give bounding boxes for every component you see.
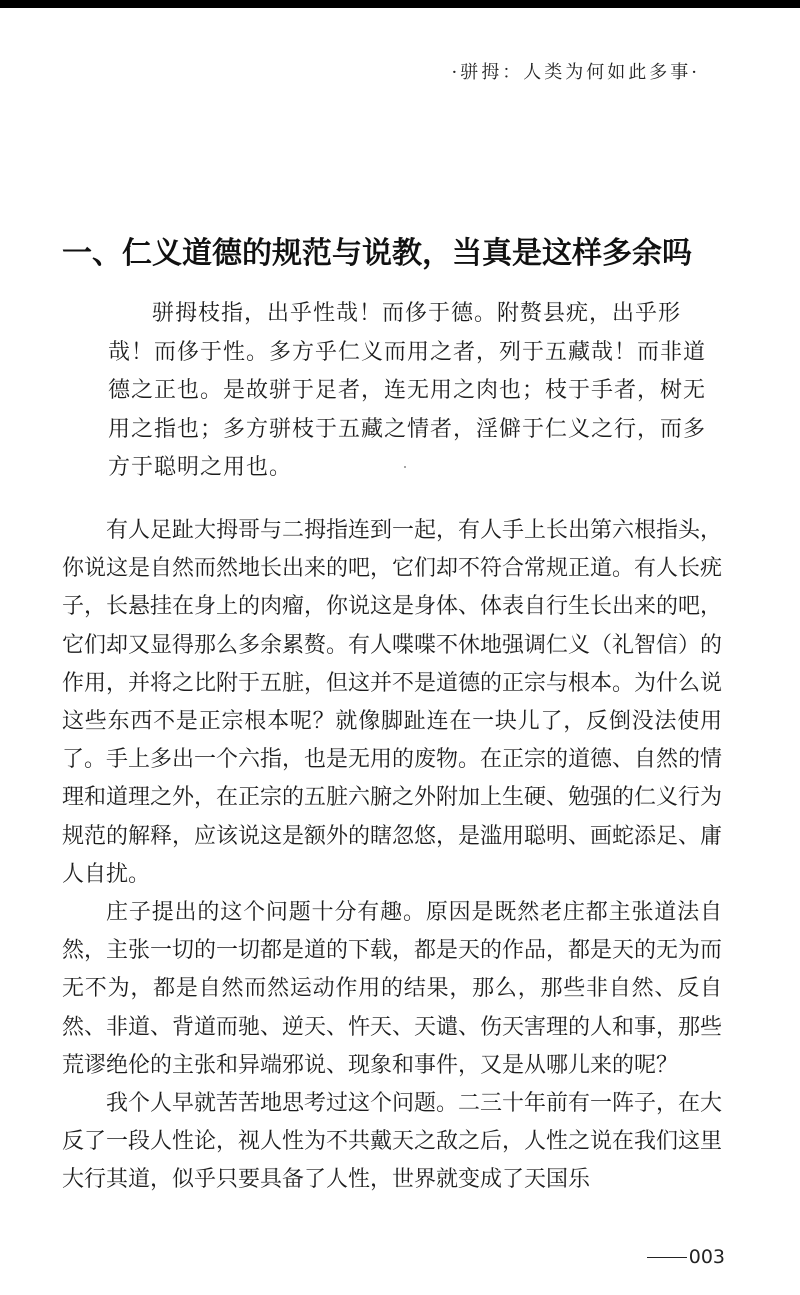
body-paragraph: 有人足趾大拇哥与二拇指连到一起，有人手上长出第六根指头，你说这是自然而然地长出来的吧，它们却不符合常规正道。有人长疣子，长悬挂在身上的肉瘤，你说这是身体、体表自行生长出来的吧，它们却又显得那么多余累赘。有人喋喋不休地强调仁义（礼智信）的作用，并将之比附于五脏，但这并不是道德的正宗与根本。为什么说这些东西不是正宗根本呢？就像脚趾连在一块儿了，反倒没法使用了。手上多出一个六指，也是无用的废物。在正宗的道德、自然的情理和道理之外，在正宗的五脏六腑之外附加上生硬、勉强的仁义行为规范的解释，应该说这是额外的瞎忽悠，是滥用聪明、画蛇添足、庸人自扰。 — [62, 518, 723, 887]
quotation-text: 骈拇枝指，出乎性哉！而侈于德。附赘县疣，出乎形哉！而侈于性。多方乎仁义而用之者，列于五藏哉！而非道德之正也。是故骈于足者，连无用之肉也；枝于手者，树无用之指也；多方骈枝于五藏之情者，淫僻于仁义之行，而多方于聪明之用也。 — [108, 301, 707, 480]
section-heading: 一、仁义道德的规范与说教，当真是这样多余吗 — [62, 236, 692, 271]
body-paragraph: 我个人早就苦苦地思考过这个问题。二三十年前有一阵子，在大反了一段人性论，视人性为不共戴天之敌之后，人性之说在我们这里大行其道，似乎只要具备了人性，世界就变成了天国乐 — [62, 1091, 723, 1193]
print-speck — [404, 466, 406, 468]
body-text-block — [62, 512, 722, 1200]
top-border-bar — [0, 0, 800, 8]
page-number: 003 — [688, 1246, 725, 1268]
body-paragraph: 庄子提出的这个问题十分有趣。原因是既然老庄都主张道法自然，主张一切的一切都是道的下载，都是天的作品，都是天的无为而无不为，都是自然而然运动作用的结果，那么，那些非自然、反自然、非道、背道而驰、逆天、忤天、天谴、伤天害理的人和事，那些荒谬绝伦的主张和异端邪说、现象和事件，又是从哪儿来的呢？ — [62, 900, 723, 1078]
running-header-title: ·骈拇：人类为何如此多事· — [451, 62, 700, 83]
classical-quotation-block — [108, 295, 708, 488]
page-footer — [647, 1246, 725, 1268]
footer-dash-rule — [647, 1257, 687, 1258]
